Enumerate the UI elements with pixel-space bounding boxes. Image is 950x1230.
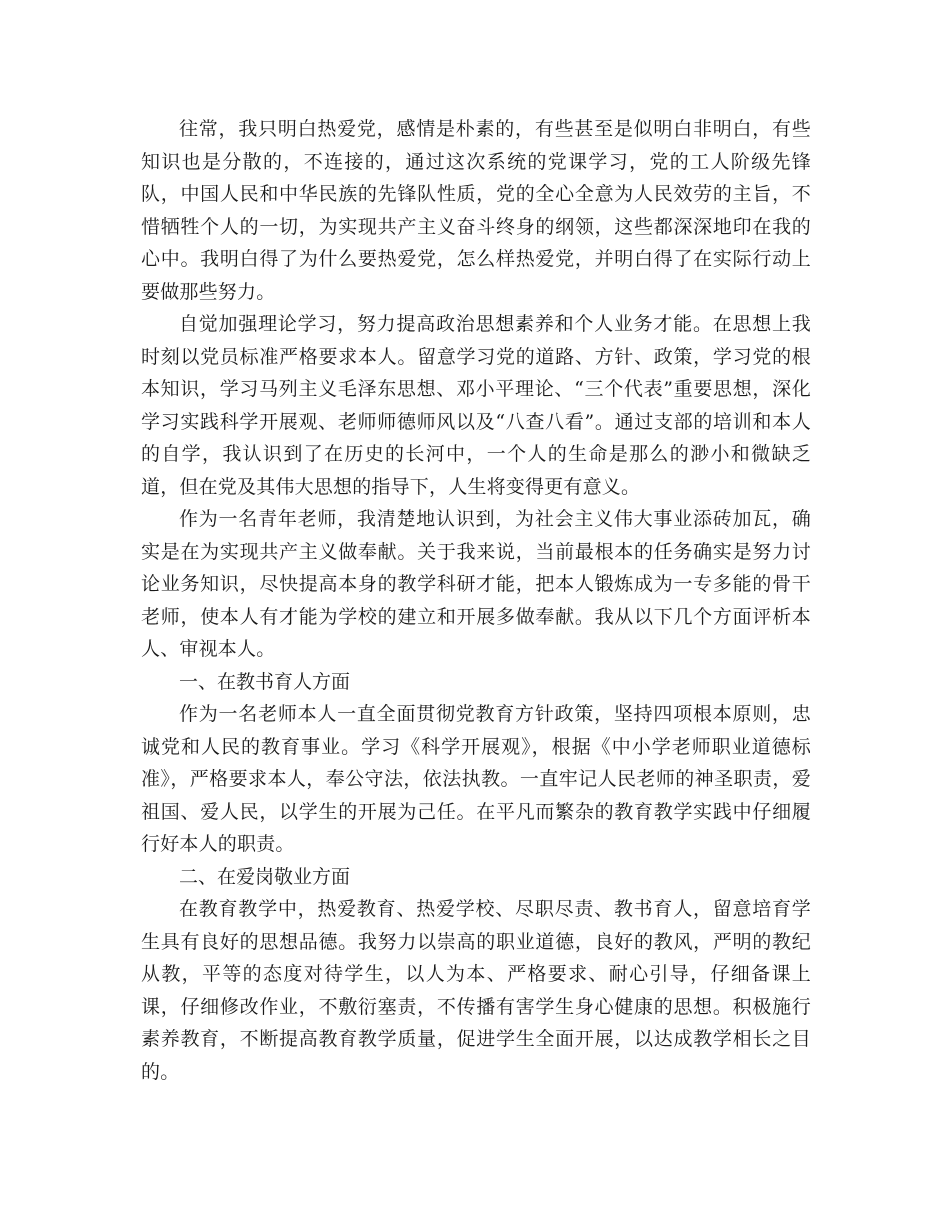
paragraph-party-understanding: 往常，我只明白热爱党，感情是朴素的，有些甚至是似明白非明白，有些知识也是分散的，不连接的，通过这次系统的党课学习，党的工人阶级先锋队，中国人民和中华民族的先锋队性质，党的全心全意为人民效劳的主旨，不惜牺牲个人的一切，为实现共产主义奋斗终身的纲领，这些都深深地印在我的心中。我明白得了为什么要热爱党，怎么样热爱党，并明白得了在实际行动上要做那些努力。 [141,118,811,303]
document-page [141,113,811,1088]
paragraph-teaching: 作为一名老师本人一直全面贯彻党教育方针政策，坚持四项根本原则，忠诚党和人民的教育事业。学习《科学开展观》，根据《中小学老师职业道德标准》，严格要求本人，奉公守法，依法执教。一直牢记人民老师的神圣职责，爱祖国、爱人民，以学生的开展为己任。在平凡而繁杂的教育教学实践中仔细履行好本人的职责。 [141,703,811,855]
paragraph-young-teacher: 作为一名青年老师，我清楚地认识到，为社会主义伟大事业添砖加瓦，确实是在为实现共产主义做奉献。关于我来说，当前最根本的任务确实是努力讨论业务知识，尽快提高本身的教学科研才能，把本人锻炼成为一专多能的骨干老师，使本人有才能为学校的建立和开展多做奉献。我从以下几个方面评析本人、审视本人。 [141,508,811,660]
section-heading-teaching: 一、在教书育人方面 [179,670,351,693]
paragraph-theory-study: 自觉加强理论学习，努力提高政治思想素养和个人业务才能。在思想上我时刻以党员标准严格要求本人。留意学习党的道路、方针、政策，学习党的根本知识，学习马列主义毛泽东思想、邓小平理论、“三个代表”重要思想，深化学习实践科学开展观、老师师德师风以及“八查八看”。通过支部的培训和本人的自学，我认识到了在历史的长河中，一个人的生命是那么的渺小和微缺乏道，但在党及其伟大思想的指导下，人生将变得更有意义。 [141,313,811,498]
section-heading-dedication: 二、在爱岗敬业方面 [179,865,351,888]
paragraph-dedication: 在教育教学中，热爱教育、热爱学校、尽职尽责、教书育人，留意培育学生具有良好的思想品德。我努力以崇高的职业道德，良好的教风，严明的教纪从教，平等的态度对待学生，以人为本、严格要求、耐心引导，仔细备课上课，仔细修改作业，不敷衍塞责，不传播有害学生身心健康的思想。积极施行素养教育，不断提高教育教学质量，促进学生全面开展，以达成教学相长之目的。 [141,898,811,1083]
